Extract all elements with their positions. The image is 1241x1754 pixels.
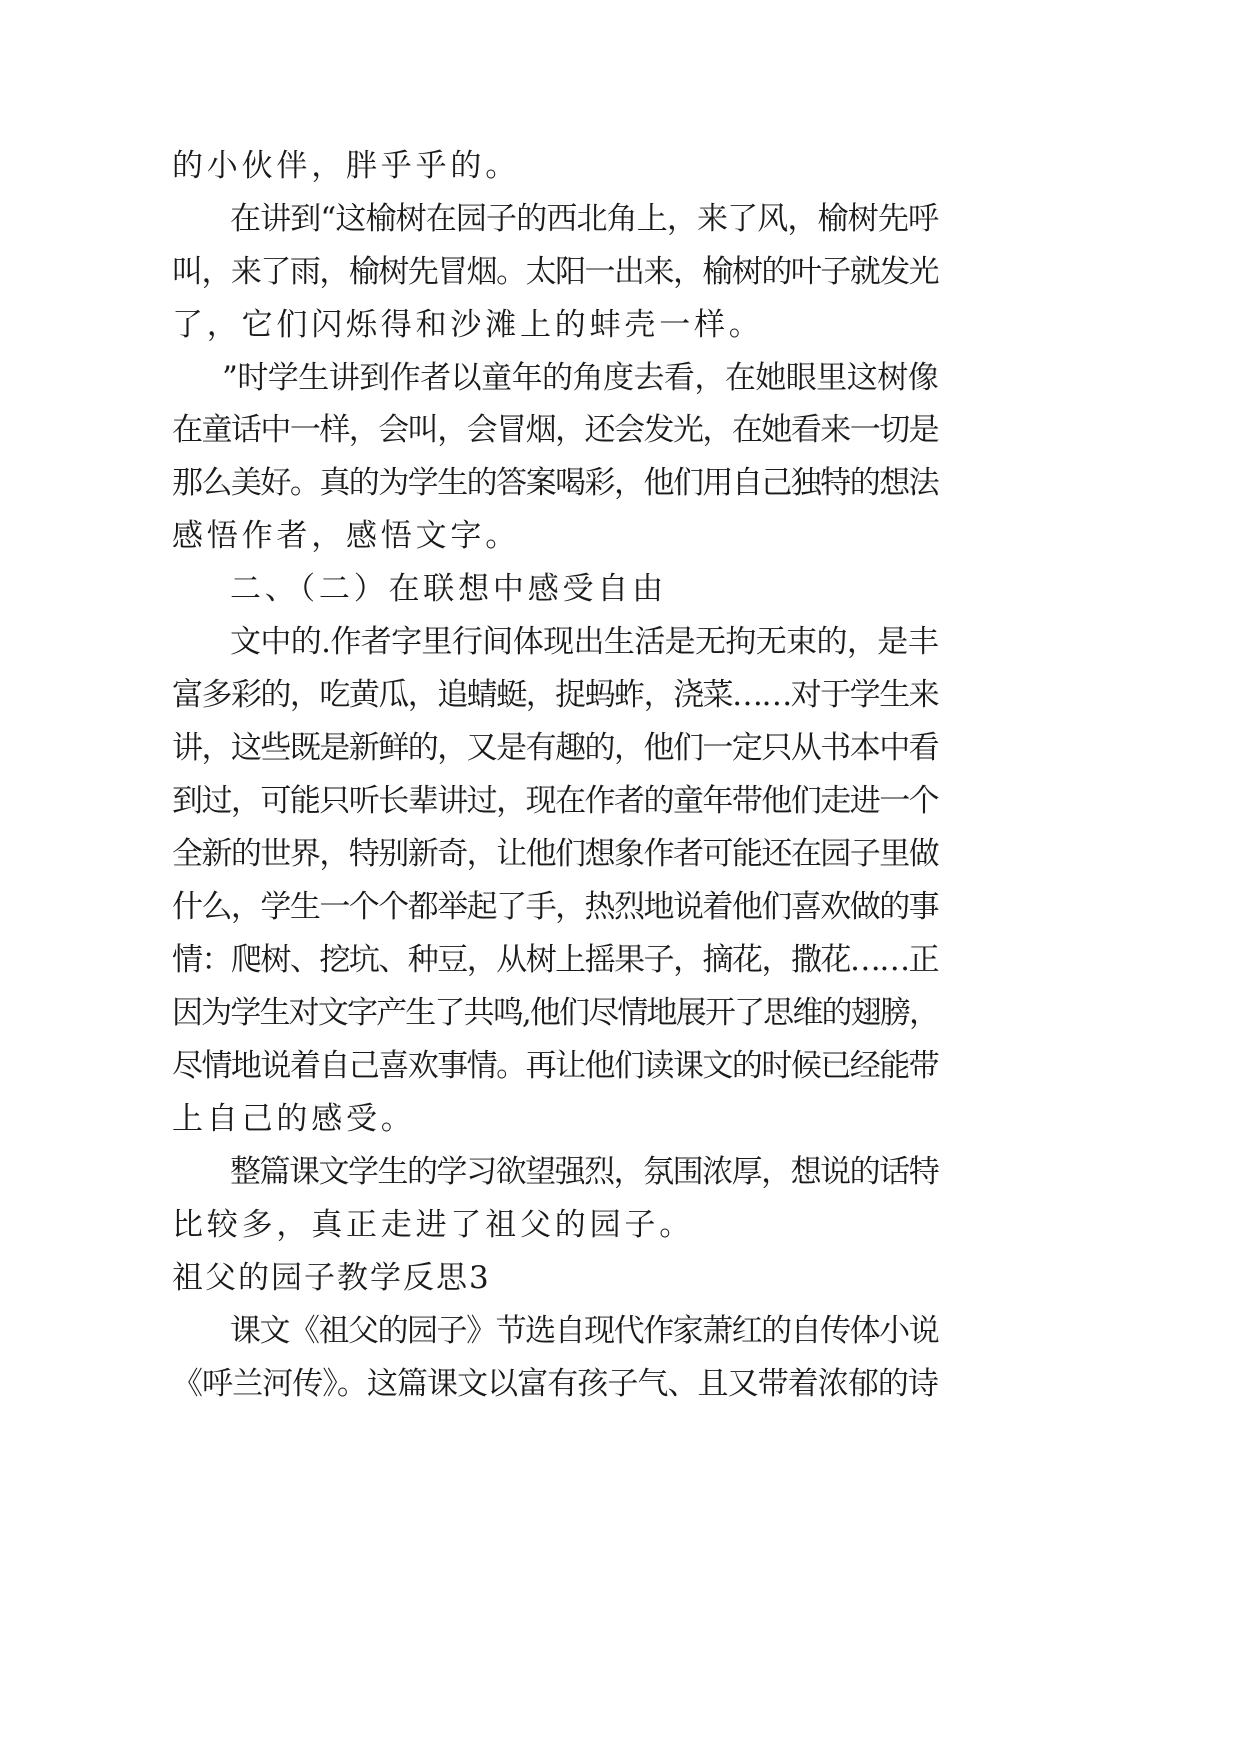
text-line: 《呼兰河传》。这篇课文以富有孩子气、且又带着浓郁的诗 — [172, 1366, 938, 1402]
text-line: 感悟作者，感悟文字。 — [172, 518, 520, 554]
text-line: 比较多，真正走进了祖父的园子。 — [172, 1207, 694, 1243]
text-line: 讲，这些既是新鲜的，又是有趣的，他们一定只从书本中看 — [172, 730, 938, 766]
text-line: 因为学生对文字产生了共鸣,他们尽情地展开了思维的翅膀， — [172, 995, 938, 1031]
section-heading: 二、（二）在联想中感受自由 — [230, 571, 667, 607]
text-line: ”时学生讲到作者以童年的角度去看，在她眼里这树像 — [222, 360, 938, 396]
text-line: 课文《祖父的园子》节选自现代作家萧红的自传体小说 — [230, 1313, 938, 1349]
text-line: 那么美好。真的为学生的答案喝彩，他们用自己独特的想法 — [172, 465, 938, 501]
text-line: 在童话中一样，会叫，会冒烟，还会发光，在她看来一切是 — [172, 412, 938, 448]
text-line: 尽情地说着自己喜欢事情。再让他们读课文的时候已经能带 — [172, 1048, 938, 1084]
text-line: 到过，可能只听长辈讲过，现在作者的童年带他们走进一个 — [172, 783, 938, 819]
text-line: 叫，来了雨，榆树先冒烟。太阳一出来，榆树的叶子就发光 — [172, 254, 938, 290]
section-title: 祖父的园子教学反思3 — [172, 1260, 491, 1296]
text-line: 的小伙伴，胖乎乎的。 — [172, 148, 520, 184]
text-line: 富多彩的，吃黄瓜，追蜻蜓，捉蚂蚱，浇菜……对于学生来 — [172, 677, 938, 713]
text-line: 整篇课文学生的学习欲望强烈，氛围浓厚，想说的话特 — [230, 1154, 938, 1190]
text-line: 上自己的感受。 — [172, 1101, 416, 1137]
text-line: 了，它们闪烁得和沙滩上的蚌壳一样。 — [172, 307, 764, 343]
text-line: 什么，学生一个个都举起了手，热烈地说着他们喜欢做的事 — [172, 889, 938, 925]
text-line: 在讲到“这榆树在园子的西北角上，来了风，榆树先呼 — [230, 201, 938, 237]
text-line: 文中的.作者字里行间体现出生活是无拘无束的，是丰 — [230, 624, 938, 660]
text-line: 情：爬树、挖坑、种豆，从树上摇果子，摘花，撒花……正 — [172, 942, 938, 978]
text-line: 全新的世界，特别新奇，让他们想象作者可能还在园子里做 — [172, 836, 938, 872]
